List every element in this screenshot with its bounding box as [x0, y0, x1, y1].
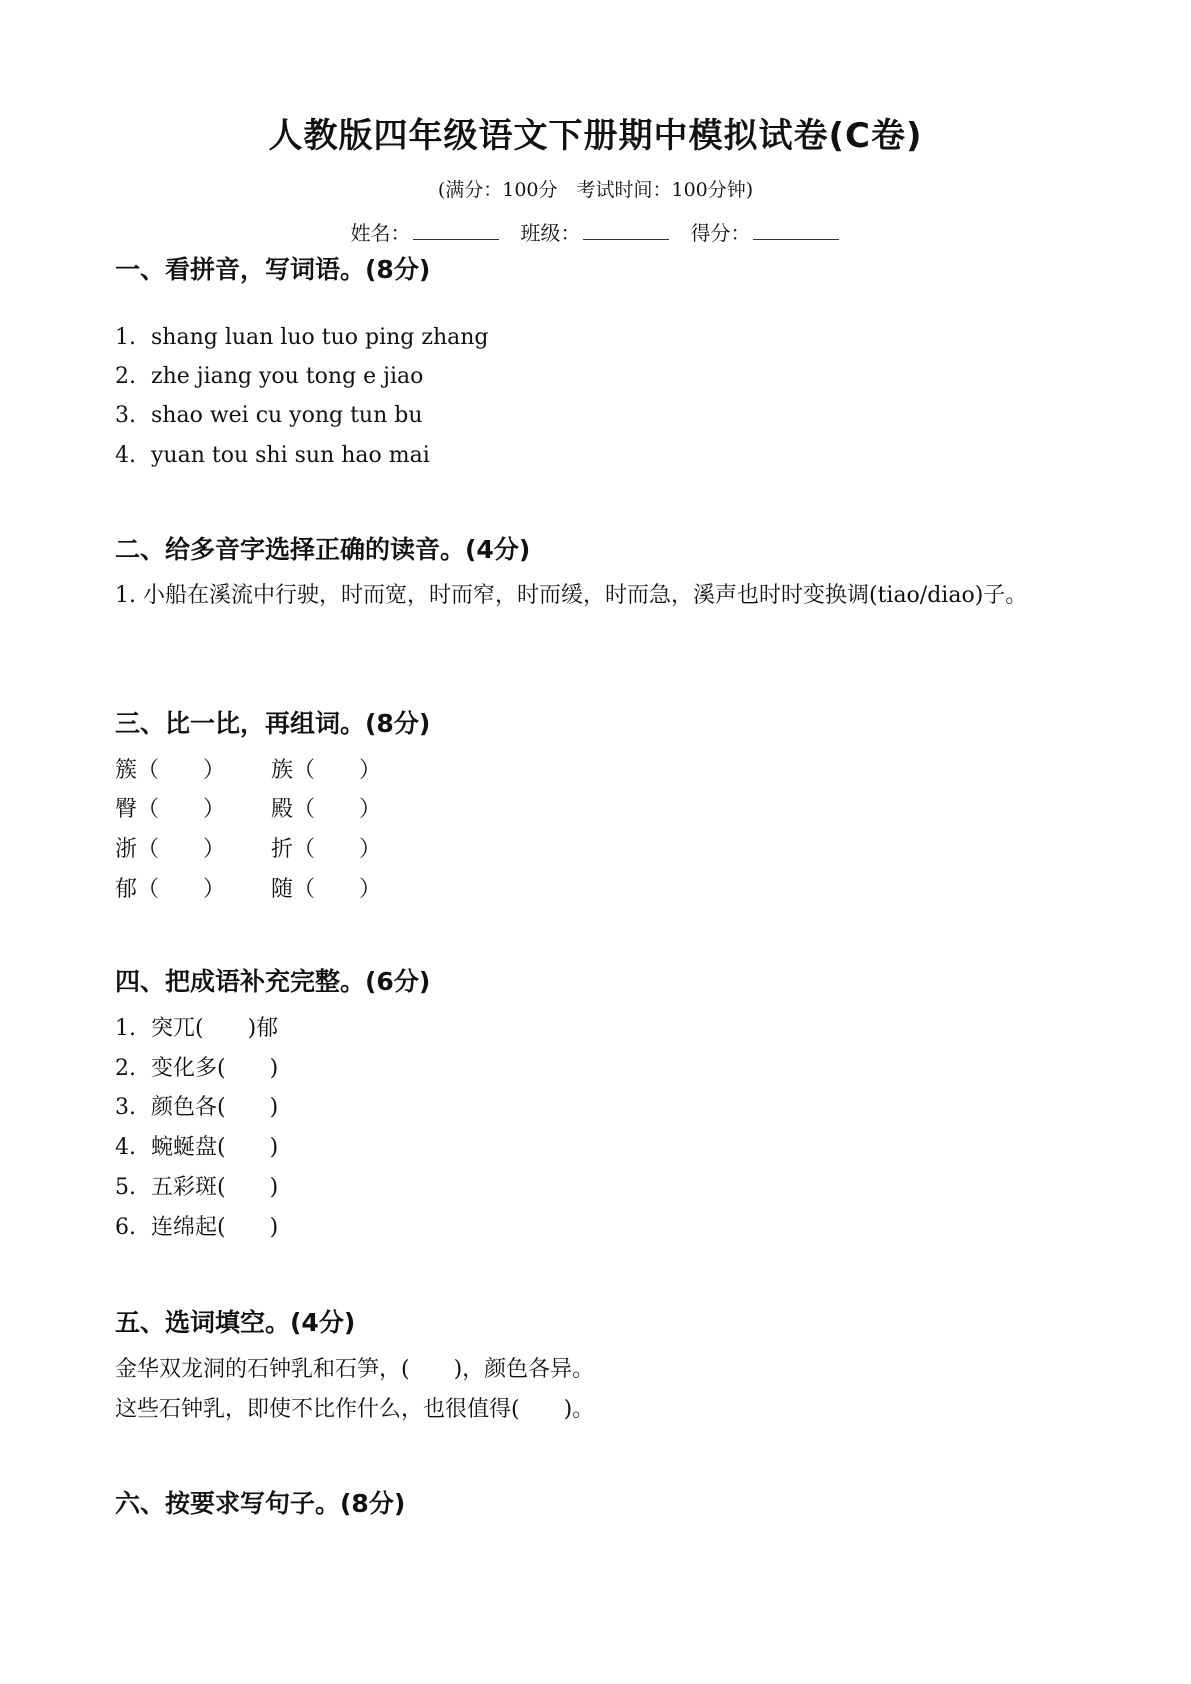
section-1-item	[115, 441, 430, 471]
idiom-item	[115, 1093, 278, 1123]
idiom-text: 颜色各( )	[151, 1095, 279, 1120]
compare-row	[115, 835, 381, 865]
exam-subtitle: (满分：100分 考试时间：100分钟)	[437, 179, 754, 201]
compare-char-a: 臀（ ）	[115, 797, 226, 822]
idiom-item	[115, 1014, 278, 1044]
item-number: 3.	[115, 403, 136, 428]
section-1-item	[115, 401, 423, 431]
fill-sentence: 这些石钟乳，即使不比作什么，也很值得( )。	[115, 1397, 595, 1422]
compare-char-a: 浙（ ）	[115, 837, 226, 862]
compare-char-b: 折（ ）	[271, 837, 382, 862]
idiom-item	[115, 1133, 278, 1163]
idiom-text: 蜿蜒盘( )	[151, 1135, 279, 1160]
class-label: 班级：	[520, 221, 581, 245]
item-number: 3.	[115, 1095, 136, 1120]
item-number: 5.	[115, 1175, 136, 1200]
section-1-item	[115, 362, 423, 392]
section-5-heading: 五、选词填空。(4分)	[115, 1308, 356, 1337]
compare-char-b: 殿（ ）	[271, 797, 382, 822]
compare-char-b: 族（ ）	[271, 758, 382, 783]
item-number: 4.	[115, 1135, 136, 1160]
section-1-heading: 一、看拼音，写词语。(8分)	[115, 255, 431, 284]
idiom-item	[115, 1173, 278, 1203]
pinyin-text: shang luan luo tuo ping zhang	[151, 325, 489, 350]
idiom-item	[115, 1213, 278, 1243]
section-2-paragraph: 1. 小船在溪流中行驶，时而宽，时而窄，时而缓，时而急，溪声也时时变换调(tiao/diao)子。	[115, 583, 1028, 608]
student-info-row	[0, 218, 1191, 248]
compare-char-a: 簇（ ）	[115, 758, 226, 783]
compare-row	[115, 875, 381, 905]
item-number: 4.	[115, 443, 136, 468]
name-label: 姓名：	[350, 221, 411, 245]
section-4-heading: 四、把成语补充完整。(6分)	[115, 967, 431, 996]
compare-char-a: 郁（ ）	[115, 877, 226, 902]
name-blank[interactable]	[413, 221, 499, 240]
idiom-text: 五彩斑( )	[151, 1175, 279, 1200]
pinyin-text: yuan tou shi sun hao mai	[151, 443, 430, 468]
section-1-item	[115, 323, 489, 353]
compare-char-b: 随（ ）	[271, 877, 382, 902]
score-label: 得分：	[690, 221, 751, 245]
item-number: 1.	[115, 1016, 136, 1041]
item-number: 6.	[115, 1215, 136, 1240]
item-number: 2.	[115, 1056, 136, 1081]
item-number: 1.	[115, 325, 136, 350]
compare-row	[115, 795, 381, 825]
class-blank[interactable]	[583, 221, 669, 240]
pinyin-text: zhe jiang you tong e jiao	[151, 364, 424, 389]
idiom-text: 变化多( )	[151, 1056, 279, 1081]
compare-row	[115, 756, 381, 786]
fill-sentence: 金华双龙洞的石钟乳和石笋，( )，颜色各异。	[115, 1357, 595, 1382]
section-3-heading: 三、比一比，再组词。(8分)	[115, 709, 431, 738]
section-6-heading: 六、按要求写句子。(8分)	[115, 1489, 406, 1518]
pinyin-text: shao wei cu yong tun bu	[151, 403, 423, 428]
idiom-text: 连绵起( )	[151, 1215, 279, 1240]
score-blank[interactable]	[753, 221, 839, 240]
section-2-heading: 二、给多音字选择正确的读音。(4分)	[115, 535, 531, 564]
idiom-text: 突兀( )郁	[151, 1016, 279, 1041]
exam-title: 人教版四年级语文下册期中模拟试卷(C卷)	[268, 116, 923, 156]
item-number: 2.	[115, 364, 136, 389]
idiom-item	[115, 1054, 278, 1084]
